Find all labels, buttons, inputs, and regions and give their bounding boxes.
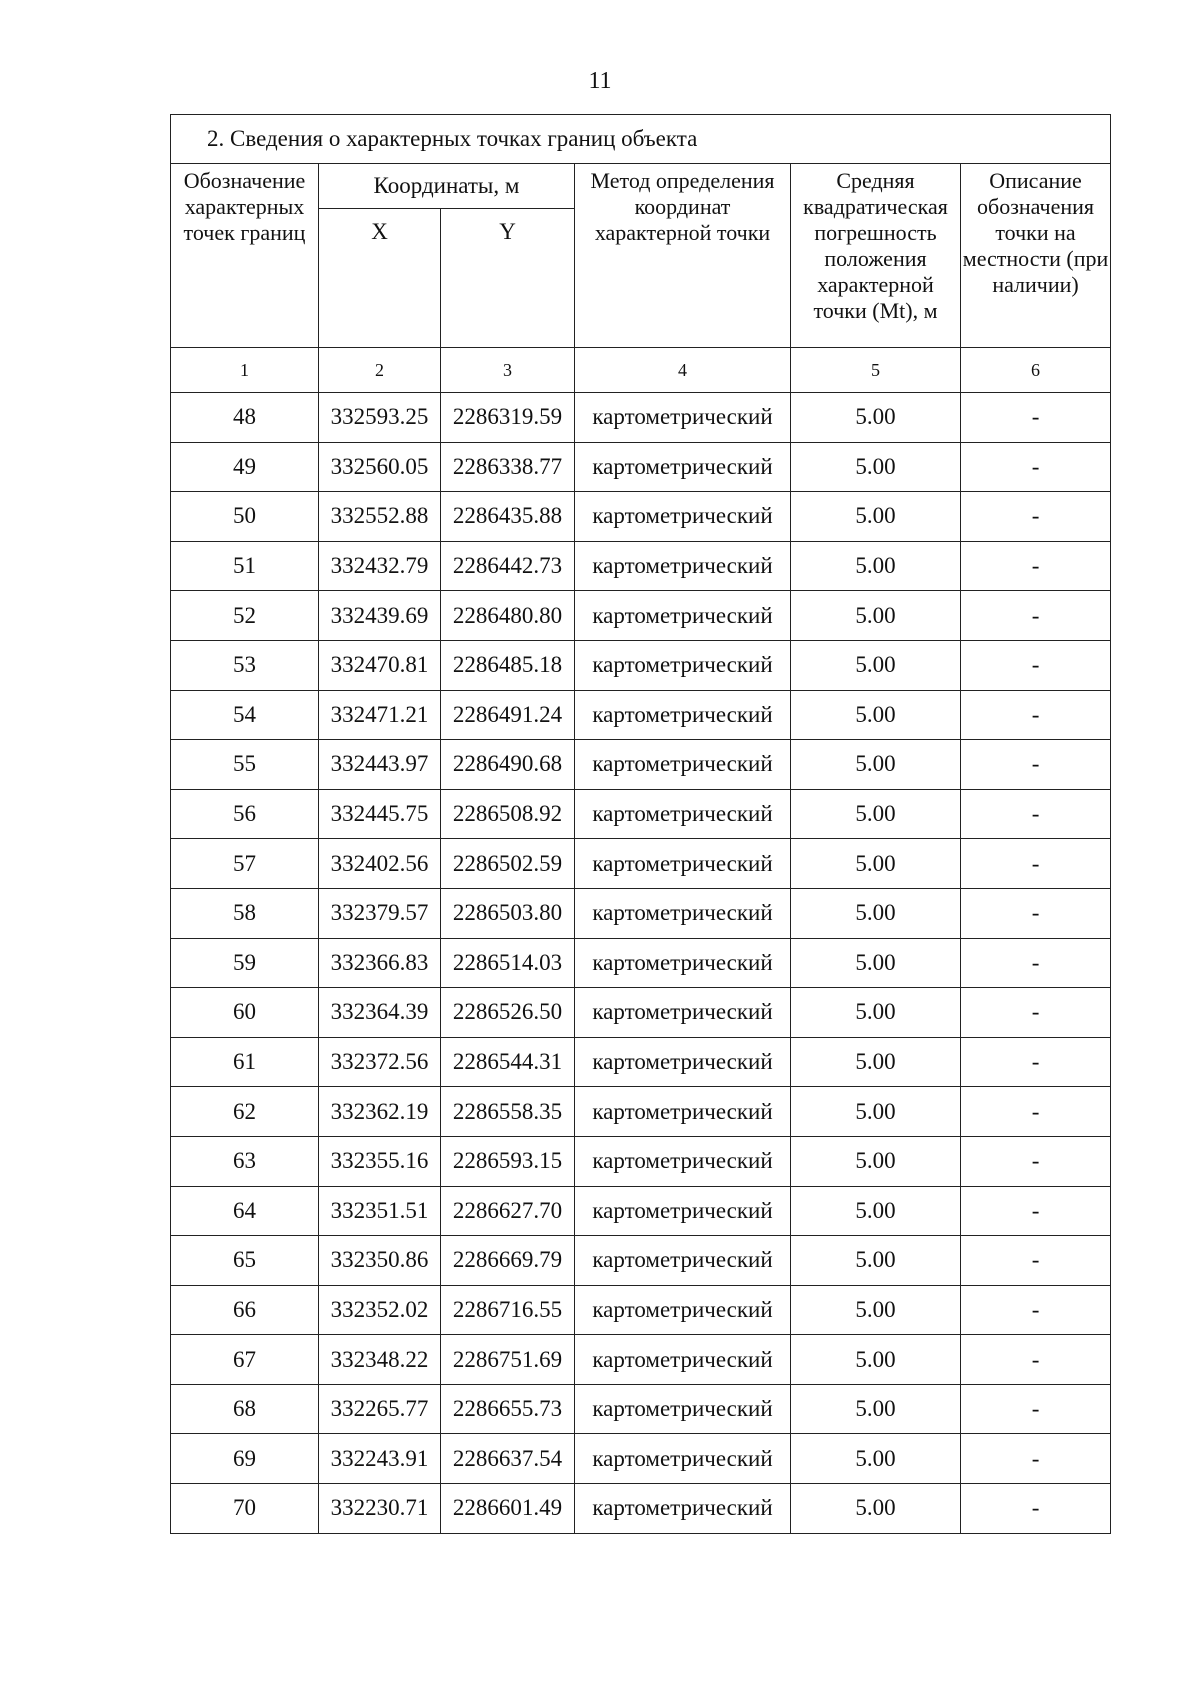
x-coordinate-cell: 332445.75 <box>319 789 441 839</box>
point-id-cell: 52 <box>171 591 319 641</box>
description-cell: - <box>961 1186 1111 1236</box>
x-coordinate-cell: 332362.19 <box>319 1087 441 1137</box>
point-id-cell: 68 <box>171 1384 319 1434</box>
error-cell: 5.00 <box>791 690 961 740</box>
y-coordinate-cell: 2286601.49 <box>441 1484 575 1534</box>
x-coordinate-cell: 332351.51 <box>319 1186 441 1236</box>
error-cell: 5.00 <box>791 492 961 542</box>
table-row <box>171 1335 1111 1385</box>
method-cell: картометрический <box>575 541 791 591</box>
y-coordinate-cell: 2286491.24 <box>441 690 575 740</box>
y-coordinate-cell: 2286442.73 <box>441 541 575 591</box>
method-cell: картометрический <box>575 640 791 690</box>
description-cell: - <box>961 1087 1111 1137</box>
description-cell: - <box>961 640 1111 690</box>
point-id-cell: 59 <box>171 938 319 988</box>
x-coordinate-cell: 332366.83 <box>319 938 441 988</box>
point-id-cell: 64 <box>171 1186 319 1236</box>
error-cell: 5.00 <box>791 640 961 690</box>
method-cell: картометрический <box>575 1186 791 1236</box>
point-id-cell: 70 <box>171 1484 319 1534</box>
method-cell: картометрический <box>575 1136 791 1186</box>
description-cell: - <box>961 1037 1111 1087</box>
description-cell: - <box>961 591 1111 641</box>
header-coordinates: Координаты, м <box>319 164 575 209</box>
header-method: Метод определения координат характерной точки <box>575 164 791 348</box>
section-title: 2. Сведения о характерных точках границ объекта <box>171 115 1111 164</box>
y-coordinate-cell: 2286526.50 <box>441 988 575 1038</box>
y-coordinate-cell: 2286502.59 <box>441 839 575 889</box>
x-coordinate-cell: 332350.86 <box>319 1236 441 1286</box>
table-row <box>171 442 1111 492</box>
x-coordinate-cell: 332432.79 <box>319 541 441 591</box>
column-number: 3 <box>441 348 575 393</box>
y-coordinate-cell: 2286544.31 <box>441 1037 575 1087</box>
error-cell: 5.00 <box>791 1285 961 1335</box>
y-coordinate-cell: 2286503.80 <box>441 888 575 938</box>
column-number-row <box>171 348 1111 393</box>
header-designation: Обозначение характерных точек границ <box>171 164 319 348</box>
y-coordinate-cell: 2286490.68 <box>441 740 575 790</box>
header-x: X <box>319 209 441 348</box>
x-coordinate-cell: 332471.21 <box>319 690 441 740</box>
description-cell: - <box>961 1335 1111 1385</box>
description-cell: - <box>961 1236 1111 1286</box>
column-number: 4 <box>575 348 791 393</box>
error-cell: 5.00 <box>791 1434 961 1484</box>
x-coordinate-cell: 332265.77 <box>319 1384 441 1434</box>
description-cell: - <box>961 1434 1111 1484</box>
description-cell: - <box>961 1285 1111 1335</box>
point-id-cell: 62 <box>171 1087 319 1137</box>
table-row <box>171 1384 1111 1434</box>
error-cell: 5.00 <box>791 839 961 889</box>
description-cell: - <box>961 988 1111 1038</box>
y-coordinate-cell: 2286338.77 <box>441 442 575 492</box>
description-cell: - <box>961 492 1111 542</box>
point-id-cell: 51 <box>171 541 319 591</box>
table-row <box>171 640 1111 690</box>
table-row <box>171 1285 1111 1335</box>
method-cell: картометрический <box>575 1236 791 1286</box>
table-row <box>171 740 1111 790</box>
table-row <box>171 492 1111 542</box>
table-row <box>171 1136 1111 1186</box>
table-row <box>171 1037 1111 1087</box>
point-id-cell: 67 <box>171 1335 319 1385</box>
method-cell: картометрический <box>575 591 791 641</box>
point-id-cell: 60 <box>171 988 319 1038</box>
error-cell: 5.00 <box>791 1236 961 1286</box>
table-row <box>171 541 1111 591</box>
error-cell: 5.00 <box>791 393 961 443</box>
x-coordinate-cell: 332372.56 <box>319 1037 441 1087</box>
method-cell: картометрический <box>575 740 791 790</box>
x-coordinate-cell: 332402.56 <box>319 839 441 889</box>
page-number: 11 <box>588 68 612 94</box>
point-id-cell: 65 <box>171 1236 319 1286</box>
method-cell: картометрический <box>575 1484 791 1534</box>
description-cell: - <box>961 1484 1111 1534</box>
method-cell: картометрический <box>575 1434 791 1484</box>
error-cell: 5.00 <box>791 888 961 938</box>
column-number: 6 <box>961 348 1111 393</box>
description-cell: - <box>961 740 1111 790</box>
table-row <box>171 1087 1111 1137</box>
description-cell: - <box>961 839 1111 889</box>
y-coordinate-cell: 2286435.88 <box>441 492 575 542</box>
error-cell: 5.00 <box>791 1484 961 1534</box>
method-cell: картометрический <box>575 839 791 889</box>
y-coordinate-cell: 2286637.54 <box>441 1434 575 1484</box>
x-coordinate-cell: 332355.16 <box>319 1136 441 1186</box>
point-id-cell: 48 <box>171 393 319 443</box>
table-row <box>171 1434 1111 1484</box>
description-cell: - <box>961 888 1111 938</box>
column-number: 5 <box>791 348 961 393</box>
method-cell: картометрический <box>575 1087 791 1137</box>
description-cell: - <box>961 938 1111 988</box>
method-cell: картометрический <box>575 988 791 1038</box>
x-coordinate-cell: 332348.22 <box>319 1335 441 1385</box>
table-row <box>171 690 1111 740</box>
y-coordinate-cell: 2286716.55 <box>441 1285 575 1335</box>
header-y: Y <box>441 209 575 348</box>
method-cell: картометрический <box>575 1037 791 1087</box>
x-coordinate-cell: 332439.69 <box>319 591 441 641</box>
boundary-points-table <box>170 114 1111 1534</box>
description-cell: - <box>961 1136 1111 1186</box>
table-row <box>171 988 1111 1038</box>
x-coordinate-cell: 332379.57 <box>319 888 441 938</box>
method-cell: картометрический <box>575 1384 791 1434</box>
point-id-cell: 56 <box>171 789 319 839</box>
error-cell: 5.00 <box>791 789 961 839</box>
point-id-cell: 61 <box>171 1037 319 1087</box>
error-cell: 5.00 <box>791 988 961 1038</box>
x-coordinate-cell: 332230.71 <box>319 1484 441 1534</box>
y-coordinate-cell: 2286485.18 <box>441 640 575 690</box>
description-cell: - <box>961 393 1111 443</box>
y-coordinate-cell: 2286558.35 <box>441 1087 575 1137</box>
header-description: Описание обозначения точки на местности (при наличии) <box>961 164 1111 348</box>
y-coordinate-cell: 2286751.69 <box>441 1335 575 1385</box>
point-id-cell: 55 <box>171 740 319 790</box>
description-cell: - <box>961 442 1111 492</box>
point-id-cell: 53 <box>171 640 319 690</box>
table-row <box>171 393 1111 443</box>
table-row <box>171 1236 1111 1286</box>
error-cell: 5.00 <box>791 938 961 988</box>
method-cell: картометрический <box>575 442 791 492</box>
method-cell: картометрический <box>575 1285 791 1335</box>
error-cell: 5.00 <box>791 1335 961 1385</box>
error-cell: 5.00 <box>791 740 961 790</box>
table-row <box>171 888 1111 938</box>
y-coordinate-cell: 2286319.59 <box>441 393 575 443</box>
description-cell: - <box>961 1384 1111 1434</box>
y-coordinate-cell: 2286508.92 <box>441 789 575 839</box>
x-coordinate-cell: 332552.88 <box>319 492 441 542</box>
method-cell: картометрический <box>575 393 791 443</box>
point-id-cell: 54 <box>171 690 319 740</box>
method-cell: картометрический <box>575 690 791 740</box>
error-cell: 5.00 <box>791 1384 961 1434</box>
x-coordinate-cell: 332364.39 <box>319 988 441 1038</box>
y-coordinate-cell: 2286627.70 <box>441 1186 575 1236</box>
x-coordinate-cell: 332593.25 <box>319 393 441 443</box>
y-coordinate-cell: 2286669.79 <box>441 1236 575 1286</box>
x-coordinate-cell: 332443.97 <box>319 740 441 790</box>
table-row <box>171 839 1111 889</box>
x-coordinate-cell: 332560.05 <box>319 442 441 492</box>
boundary-points-table-wrapper <box>170 114 1110 1534</box>
method-cell: картометрический <box>575 492 791 542</box>
y-coordinate-cell: 2286480.80 <box>441 591 575 641</box>
table-body <box>171 393 1111 1534</box>
point-id-cell: 50 <box>171 492 319 542</box>
table-row <box>171 1484 1111 1534</box>
point-id-cell: 63 <box>171 1136 319 1186</box>
column-number: 1 <box>171 348 319 393</box>
error-cell: 5.00 <box>791 1186 961 1236</box>
table-row <box>171 591 1111 641</box>
description-cell: - <box>961 690 1111 740</box>
x-coordinate-cell: 332243.91 <box>319 1434 441 1484</box>
point-id-cell: 57 <box>171 839 319 889</box>
point-id-cell: 49 <box>171 442 319 492</box>
error-cell: 5.00 <box>791 1087 961 1137</box>
error-cell: 5.00 <box>791 591 961 641</box>
description-cell: - <box>961 789 1111 839</box>
method-cell: картометрический <box>575 938 791 988</box>
table-row <box>171 789 1111 839</box>
point-id-cell: 69 <box>171 1434 319 1484</box>
description-cell: - <box>961 541 1111 591</box>
header-error: Средняя квадратическая погрешность положения характерной точки (Mt), м <box>791 164 961 348</box>
point-id-cell: 66 <box>171 1285 319 1335</box>
error-cell: 5.00 <box>791 442 961 492</box>
x-coordinate-cell: 332352.02 <box>319 1285 441 1335</box>
table-row <box>171 1186 1111 1236</box>
point-id-cell: 58 <box>171 888 319 938</box>
column-number: 2 <box>319 348 441 393</box>
method-cell: картометрический <box>575 1335 791 1385</box>
error-cell: 5.00 <box>791 1037 961 1087</box>
x-coordinate-cell: 332470.81 <box>319 640 441 690</box>
error-cell: 5.00 <box>791 1136 961 1186</box>
y-coordinate-cell: 2286514.03 <box>441 938 575 988</box>
method-cell: картометрический <box>575 888 791 938</box>
error-cell: 5.00 <box>791 541 961 591</box>
y-coordinate-cell: 2286655.73 <box>441 1384 575 1434</box>
y-coordinate-cell: 2286593.15 <box>441 1136 575 1186</box>
method-cell: картометрический <box>575 789 791 839</box>
table-row <box>171 938 1111 988</box>
